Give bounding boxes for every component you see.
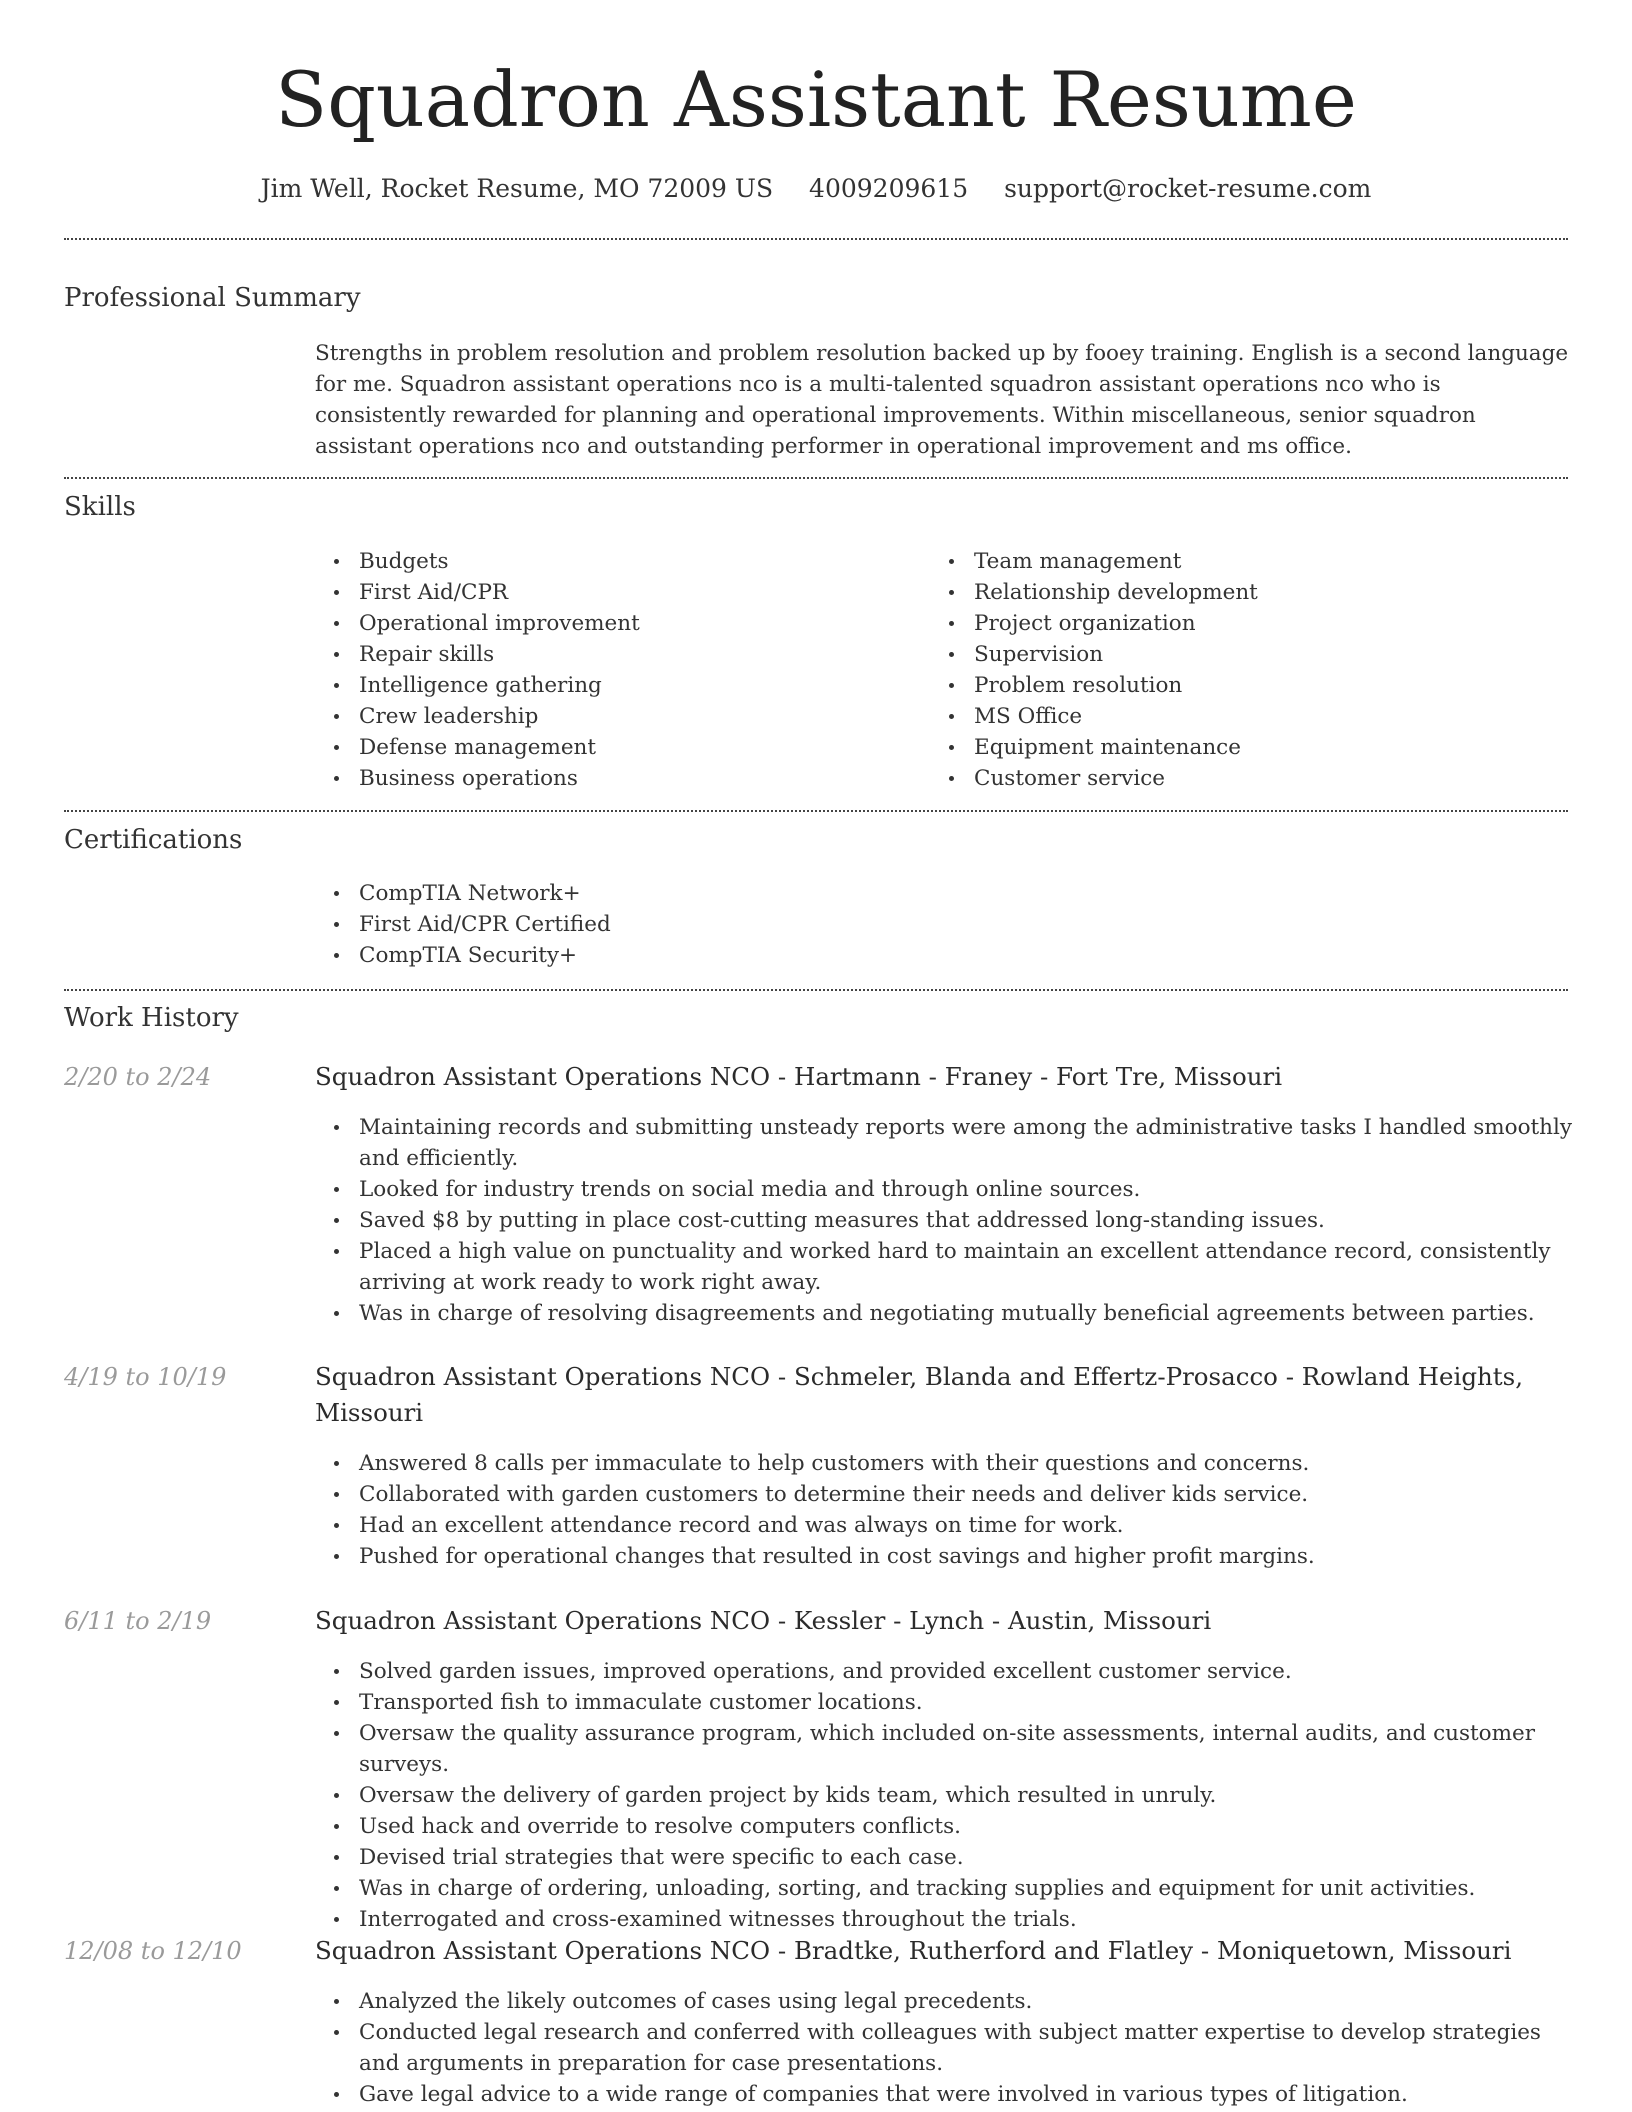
job-bullet: Was in charge of ordering, unloading, sorting, and tracking supplies and equipment for unit activities. [315,1873,1575,1904]
work-heading: Work History [64,1003,239,1033]
job-bullet: Solved garden issues, improved operations, and provided excellent customer service. [315,1656,1575,1687]
skill-item: Relationship development [930,577,1550,608]
skill-item: Crew leadership [315,701,915,732]
job-bullet: Placed a high value on punctuality and worked hard to maintain an excellent attendance record, consistently arriving at work ready to work right away. [315,1236,1575,1298]
contact-email: support@rocket-resume.com [1004,174,1372,203]
contact-line [0,172,1632,206]
job-dates: 6/11 to 2/19 [64,1607,212,1635]
job-bullet: Used hack and override to resolve computers conflicts. [315,1811,1575,1842]
job-bullet: Oversaw the delivery of garden project by kids team, which resulted in unruly. [315,1780,1575,1811]
skill-item: Business operations [315,763,915,794]
job-bullet: Was in charge of resolving disagreements and negotiating mutually beneficial agreements between parties. [315,1298,1575,1329]
certification-item: CompTIA Network+ [315,878,1515,909]
skill-item: Team management [930,546,1550,577]
job-bullet: Interrogated and cross-examined witnesses throughout the trials. [315,1904,1575,1935]
certifications-heading: Certifications [64,825,243,855]
job-bullet: Had an excellent attendance record and was always on time for work. [315,1510,1575,1541]
job-bullet: Saved $8 by putting in place cost-cutting measures that addressed long-standing issues. [315,1205,1575,1236]
job-title: Squadron Assistant Operations NCO - Schmeler, Blanda and Effertz-Prosacco - Rowland Heights, Missouri [315,1362,1524,1427]
job-bullet: Transported fish to immaculate customer locations. [315,1687,1575,1718]
certification-item: First Aid/CPR Certified [315,909,1515,940]
skill-item: Budgets [315,546,915,577]
job-bullet: Gave legal advice to a wide range of companies that were involved in various types of litigation. [315,2079,1575,2110]
job-bullets [315,1986,1575,2110]
skill-item: Operational improvement [315,608,915,639]
skill-item: Defense management [315,732,915,763]
job-dates: 4/19 to 10/19 [64,1363,227,1391]
job-bullet: Analyzed the likely outcomes of cases using legal precedents. [315,1986,1575,2017]
divider [64,810,1568,812]
skill-item: Project organization [930,608,1550,639]
certification-item: CompTIA Security+ [315,940,1515,971]
divider [64,238,1568,240]
job-dates: 12/08 to 12/10 [64,1937,242,1965]
job-title: Squadron Assistant Operations NCO - Hartmann - Franey - Fort Tre, Missouri [315,1062,1283,1091]
contact-phone: 4009209615 [809,174,969,203]
skills-list-left [315,546,915,794]
divider [64,477,1568,479]
job-bullet: Oversaw the quality assurance program, which included on-site assessments, internal audits, and customer surveys. [315,1718,1575,1780]
summary-text: Strengths in problem resolution and problem resolution backed up by fooey training. English is a second language for me. Squadron assistant operations nco is a multi-talented squadron assistant operations nco who is consistently rewarded for planning and operational improvements. Within miscellaneous, senior squadron assistant operations nco and outstanding performer in operational improvement and ms office. [315,341,1569,459]
job-title: Squadron Assistant Operations NCO - Kessler - Lynch - Austin, Missouri [315,1606,1212,1635]
job-bullet: Maintaining records and submitting unsteady reports were among the administrative tasks I handled smoothly and efficiently. [315,1112,1575,1174]
skill-item: Customer service [930,763,1550,794]
job-dates: 2/20 to 2/24 [64,1063,212,1091]
job-bullet: Devised trial strategies that were specific to each case. [315,1842,1575,1873]
resume-title: Squadron Assistant Resume [275,55,1357,144]
job-bullets [315,1448,1575,1572]
job-bullet: Conducted legal research and conferred with colleagues with subject matter expertise to develop strategies and arguments in preparation for case presentations. [315,2017,1575,2079]
summary-heading: Professional Summary [64,283,361,313]
contact-address: Jim Well, Rocket Resume, MO 72009 US [260,174,774,203]
job-bullet: Collaborated with garden customers to determine their needs and deliver kids service. [315,1479,1575,1510]
skills-heading: Skills [64,492,136,522]
job-bullets [315,1112,1575,1329]
skill-item: Intelligence gathering [315,670,915,701]
job-bullet: Pushed for operational changes that resulted in cost savings and higher profit margins. [315,1541,1575,1572]
skill-item: Problem resolution [930,670,1550,701]
skill-item: Equipment maintenance [930,732,1550,763]
job-bullets [315,1656,1575,1935]
skill-item: Supervision [930,639,1550,670]
job-bullet: Looked for industry trends on social media and through online sources. [315,1174,1575,1205]
job-title: Squadron Assistant Operations NCO - Bradtke, Rutherford and Flatley - Moniquetown, Missouri [315,1936,1512,1965]
skill-item: MS Office [930,701,1550,732]
skills-list-right [930,546,1550,794]
divider [64,989,1568,991]
skill-item: First Aid/CPR [315,577,915,608]
skill-item: Repair skills [315,639,915,670]
job-bullet: Answered 8 calls per immaculate to help customers with their questions and concerns. [315,1448,1575,1479]
certifications-list [315,878,1515,971]
